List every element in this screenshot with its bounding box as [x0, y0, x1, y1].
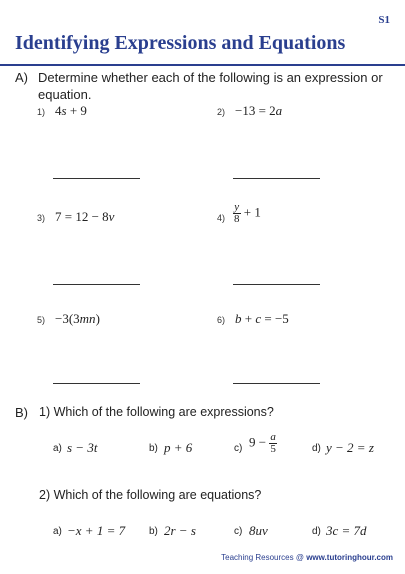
item-expression: 4s + 9	[55, 103, 87, 118]
page-code: S1	[378, 14, 390, 26]
option-expression[interactable]: 8uv	[249, 523, 268, 538]
item-number: 1)	[37, 107, 46, 117]
question-2-label: 2) Which of the following are equations?	[39, 488, 262, 502]
option-letter: a)	[53, 526, 62, 537]
option-letter: d)	[312, 443, 321, 454]
option-expression[interactable]: 3c = 7d	[326, 523, 367, 538]
option-letter: c)	[234, 526, 243, 537]
footer-credit: Teaching Resources @ www.tutoringhour.com	[221, 553, 393, 562]
answer-blank[interactable]	[53, 383, 140, 384]
section-a-instruction: Determine whether each of the following is an expression or equation.	[38, 70, 383, 102]
option-letter: d)	[312, 526, 321, 537]
item-expression: $\frac{y}{8}$ + 1	[234, 201, 261, 225]
item-expression: −13 = 2a	[235, 103, 283, 118]
item-number: 2)	[217, 107, 226, 117]
option-letter: b)	[149, 526, 158, 537]
question-1-label: 1) Which of the following are expressions?	[39, 405, 274, 419]
fraction: $\frac{y}{8}$	[234, 201, 240, 225]
item-number: 3)	[37, 213, 46, 223]
footer-site-link[interactable]: www.tutoringhour.com	[306, 553, 393, 562]
item-expression: 7 = 12 − 8v	[55, 209, 115, 224]
option-expression[interactable]: 9 − $\frac{a}{5}$	[249, 431, 276, 455]
item-number: 4)	[217, 213, 226, 223]
item-number: 5)	[37, 315, 46, 325]
item-expression: −3(3mn)	[55, 311, 100, 326]
option-expression[interactable]: s − 3t	[67, 440, 98, 455]
answer-blank[interactable]	[53, 178, 140, 179]
option-letter: c)	[234, 443, 243, 454]
answer-blank[interactable]	[233, 383, 320, 384]
option-expression[interactable]: 2r − s	[164, 523, 196, 538]
item-expression: b + c = −5	[235, 311, 289, 326]
section-a-letter: A)	[15, 70, 28, 85]
title-divider	[0, 64, 405, 66]
option-letter: b)	[149, 443, 158, 454]
section-b-letter: B)	[15, 405, 28, 420]
answer-blank[interactable]	[53, 284, 140, 285]
option-letter: a)	[53, 443, 62, 454]
item-number: 6)	[217, 315, 226, 325]
fraction: $\frac{a}{5}$	[270, 431, 276, 455]
answer-blank[interactable]	[233, 284, 320, 285]
worksheet-title: Identifying Expressions and Equations	[15, 32, 346, 54]
option-expression[interactable]: y − 2 = z	[326, 440, 374, 455]
option-expression[interactable]: p + 6	[164, 440, 193, 455]
answer-blank[interactable]	[233, 178, 320, 179]
option-expression[interactable]: −x + 1 = 7	[67, 523, 126, 538]
